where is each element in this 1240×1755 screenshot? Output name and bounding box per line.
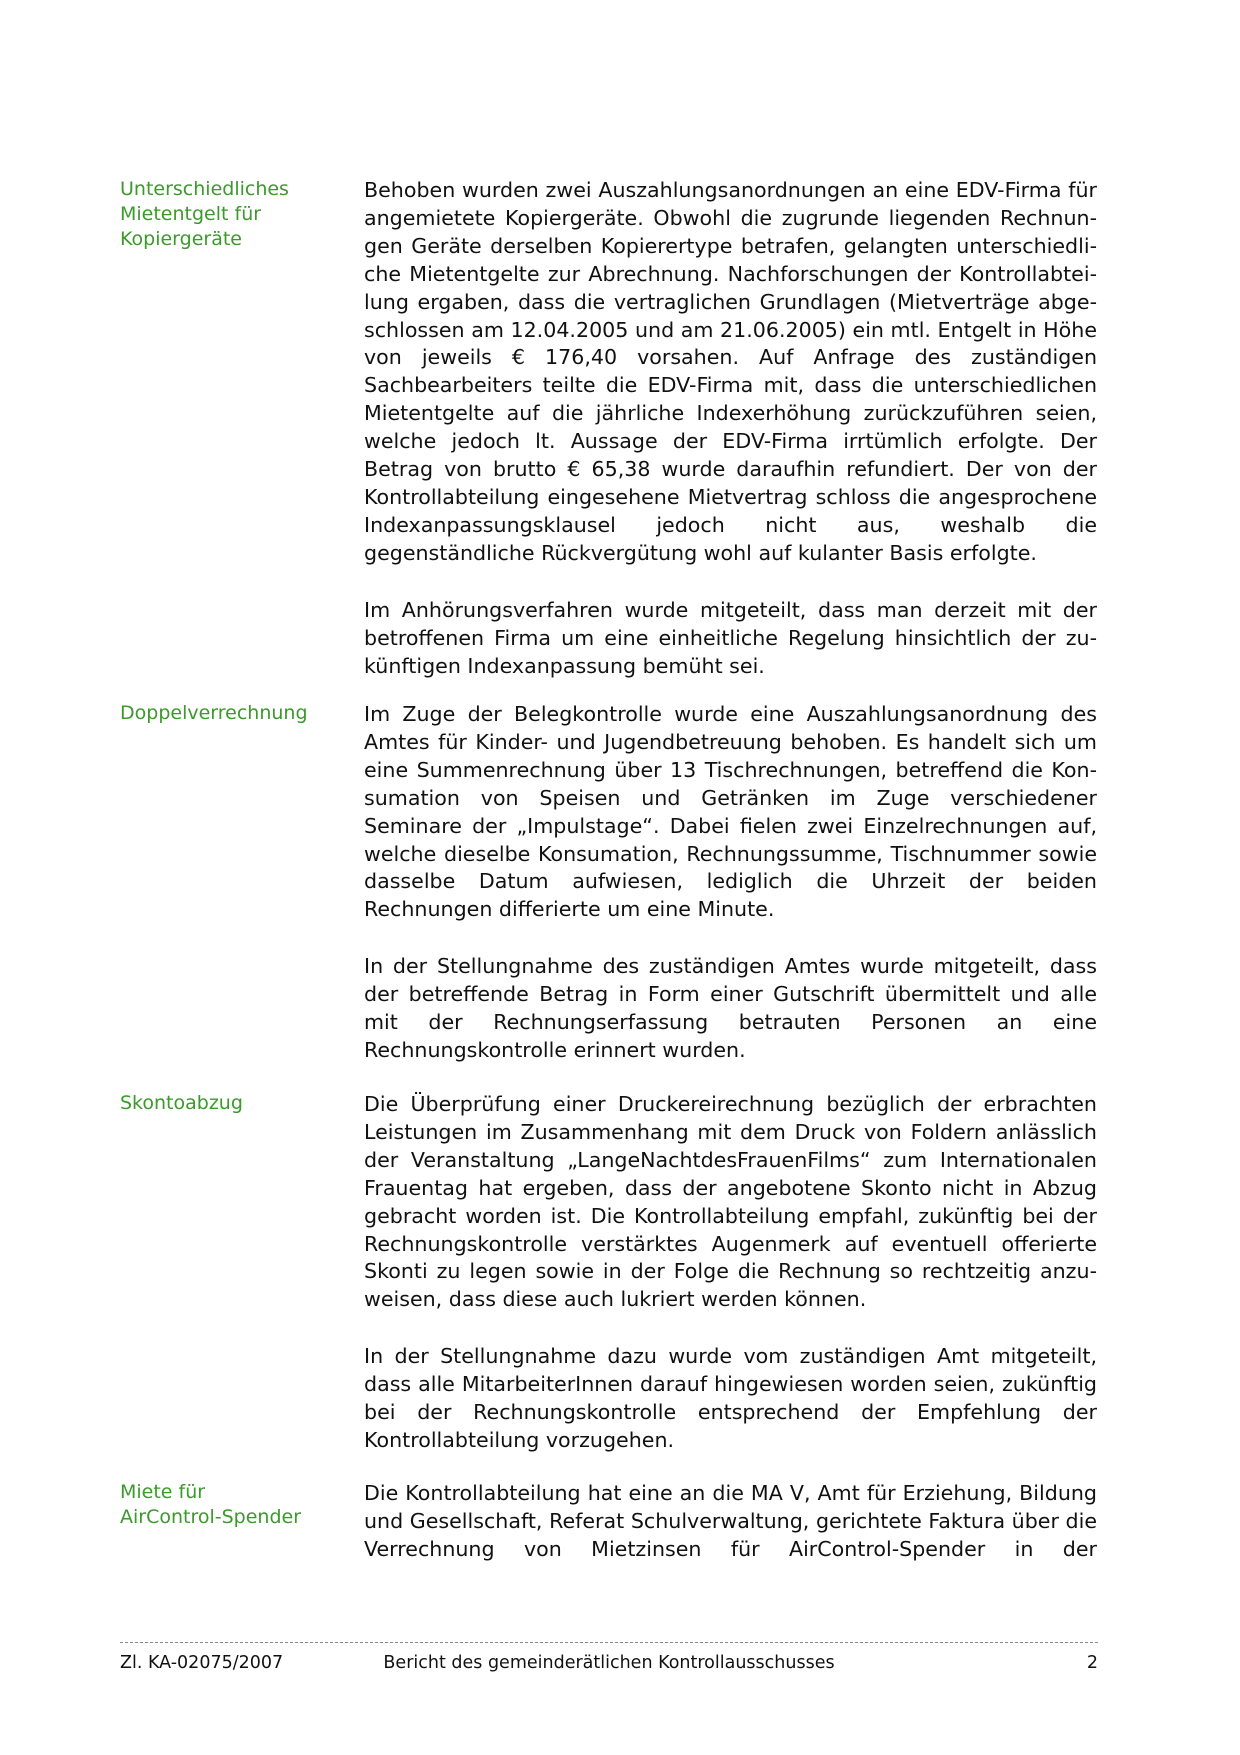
section-body xyxy=(364,701,1097,1065)
paragraph: Die Kontrollabteilung hat eine an die MA V, Amt für Erziehung, Bildung und Gesellschaft, Referat Schulverwaltung, gerichtete Faktura über die Verrechnung von Mietzinsen für AirControl-Spender in der xyxy=(364,1481,1097,1561)
paragraph: Behoben wurden zwei Auszahlungsanordnungen an eine EDV-Firma für angemietete Kopiergeräte. Obwohl die zugrunde liegenden Rechnungen Geräte derselben Kopierertype betrafen, gelangten unterschiedliche Mietentgelte zur Abrechnung. Nachforschungen der Kontrollabteilung ergaben, dass die vertraglichen Grundlagen (Mietverträge abgeschlossen am 12.04.2005 und am 21.06.2005) ein mtl. Entgelt in Höhe von jeweils € 176,40 vorsahen. Auf Anfrage des zuständigen Sachbearbeiters teilte die EDV-Firma mit, dass die unterschiedlichen Mietentgelte auf die jährliche Indexerhöhung zurückzuführen seien, welche jedoch lt. Aussage der EDV-Firma irrtümlich erfolgte. Der Betrag von brutto € 65,38 wurde daraufhin refundiert. Der von der Kontrollabteilung eingesehene Mietvertrag schloss die angesprochene Indexanpassungsklausel jedoch nicht aus, weshalb die gegenständliche Rückvergütung wohl auf kulanter Basis erfolgte. xyxy=(364,178,1097,565)
paragraph: In der Stellungnahme dazu wurde vom zuständigen Amt mitgeteilt, dass alle MitarbeiterInnen darauf hingewiesen worden seien, zukünftig bei der Rechnungskontrolle entsprechend der Empfehlung der Kontrollabteilung vorzugehen. xyxy=(364,1344,1097,1452)
paragraph: Im Zuge der Belegkontrolle wurde eine Auszahlungsanordnung des Amtes für Kinder- und Jugendbetreuung behoben. Es handelt sich um eine Summenrechnung über 13 Tischrechnungen, betreffend die Konsumation von Speisen und Getränken im Zuge verschiedener Seminare der „Impulstage“. Dabei fielen zwei Einzelrechnungen auf, welche dieselbe Konsumation, Rechnungssumme, Tischnummer sowie dasselbe Datum aufwiesen, lediglich die Uhrzeit der beiden Rechnungen differierte um eine Minute. xyxy=(364,702,1097,922)
section-label: Miete für AirControl-Spender xyxy=(120,1481,302,1528)
section-label: Unterschiedliches Mietentgelt für Kopiergeräte xyxy=(120,178,289,250)
section-body xyxy=(364,1480,1097,1564)
page-number: 2 xyxy=(1086,1653,1098,1673)
paragraph: Die Überprüfung einer Druckereirechnung bezüglich der erbrachten Leistungen im Zusammenhang mit dem Druck von Foldern anlässlich der Veranstaltung „LangeNachtdesFrauenFilms“ zum Internationalen Frauentag hat ergeben, dass der angebotene Skonto nicht in Abzug gebracht worden ist. Die Kontrollabteilung empfahl, zukünftig bei der Rechnungskontrolle verstärktes Augenmerk auf eventuell offerierte Skonti zu legen sowie in der Folge die Rechnung so rechtzeitig anzuweisen, dass diese auch lukriert werden können. xyxy=(364,1092,1097,1312)
section-label: Skontoabzug xyxy=(120,1092,243,1114)
footer-divider xyxy=(120,1642,1098,1643)
paragraph: Im Anhörungsverfahren wurde mitgeteilt, dass man derzeit mit der betroffenen Firma um eine einheitliche Regelung hinsichtlich der zukünftigen Indexanpassung bemüht sei. xyxy=(364,597,1097,678)
section-body xyxy=(364,1091,1097,1455)
page-footer xyxy=(120,1651,1098,1675)
section-label: Doppelverrechnung xyxy=(120,702,308,724)
file-reference: Zl. KA-02075/2007 xyxy=(120,1653,284,1673)
paragraph: In der Stellungnahme des zuständigen Amtes wurde mitgeteilt, dass der betreffende Betrag in Form einer Gutschrift übermittelt und alle mit der Rechnungserfassung betrauten Personen an eine Rechnungskontrolle erinnert wurden. xyxy=(364,954,1097,1062)
section-body xyxy=(364,177,1097,680)
report-title: Bericht des gemeinderätlichen Kontrollausschusses xyxy=(383,1653,835,1673)
